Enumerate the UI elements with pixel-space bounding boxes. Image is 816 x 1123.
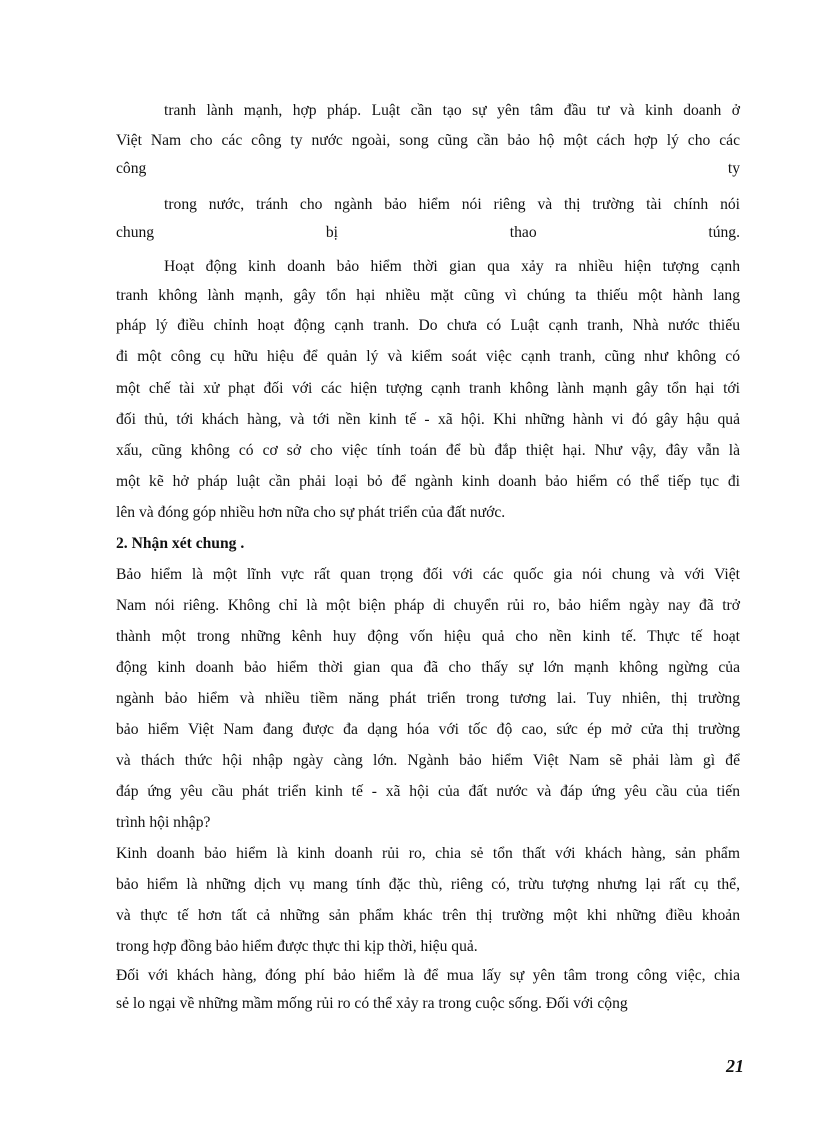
paragraph-line: chung bị thao túng. (116, 224, 740, 241)
paragraph-line: trong hợp đồng bảo hiểm được thực thi kịp thời, hiệu quả. (116, 938, 478, 955)
paragraph-line: Kinh doanh bảo hiểm là kinh doanh rủi ro, chia sẻ tổn thất với khách hàng, sản phẩm (116, 845, 740, 862)
paragraph-line: tranh lành mạnh, hợp pháp. Luật cần tạo sự yên tâm đầu tư và kinh doanh ở (164, 102, 740, 119)
paragraph-line: Bảo hiểm là một lĩnh vực rất quan trọng đối với các quốc gia nói chung và với Việt (116, 566, 740, 583)
paragraph-line: bảo hiểm Việt Nam đang được đa dạng hóa với tốc độ cao, sức ép mở cửa thị trường (116, 721, 740, 738)
paragraph-line: đối thủ, tới khách hàng, và tới nền kinh tế - xã hội. Khi những hành vi đó gây hậu quả (116, 411, 740, 428)
paragraph-line: pháp lý điều chỉnh hoạt động cạnh tranh. Do chưa có Luật cạnh tranh, Nhà nước thiếu (116, 317, 740, 334)
section-heading: 2. Nhận xét chung . (116, 535, 245, 552)
paragraph-line: một chế tài xử phạt đối với các hiện tượng cạnh tranh không lành mạnh gây tổn hại tới (116, 380, 740, 397)
paragraph-line: công ty (116, 160, 740, 177)
paragraph-line: đáp ứng yêu cầu phát triển kinh tế - xã hội của đất nước và đáp ứng yêu cầu của tiến (116, 783, 740, 800)
paragraph-line: và thách thức hội nhập ngày càng lớn. Ngành bảo hiểm Việt Nam sẽ phải làm gì để (116, 752, 740, 769)
paragraph-line: xấu, cũng không có cơ sở cho việc tính toán để bù đắp thiệt hại. Như vậy, đây vẫn là (116, 442, 740, 459)
paragraph-line: đi một công cụ hữu hiệu để quản lý và kiểm soát việc cạnh tranh, cũng như không có (116, 348, 740, 365)
paragraph-line: thành một trong những kênh huy động vốn hiệu quả cho nền kinh tế. Thực tế hoạt (116, 628, 740, 645)
paragraph-line: Hoạt động kinh doanh bảo hiểm thời gian qua xảy ra nhiều hiện tượng cạnh (164, 258, 740, 275)
paragraph-line: ngành bảo hiểm và nhiều tiềm năng phát triển trong tương lai. Tuy nhiên, thị trường (116, 690, 740, 707)
page-number: 21 (726, 1056, 744, 1076)
paragraph-line: trong nước, tránh cho ngành bảo hiểm nói riêng và thị trường tài chính nói (164, 196, 740, 213)
paragraph-line: một kẽ hở pháp luật cần phải loại bỏ để ngành kinh doanh bảo hiểm có thể tiếp tục đi (116, 473, 740, 490)
paragraph-line: động kinh doanh bảo hiểm thời gian qua đã cho thấy sự lớn mạnh không ngừng của (116, 659, 740, 676)
paragraph-line: và thực tế hơn tất cả những sản phẩm khác trên thị trường một khi những điều khoản (116, 907, 740, 924)
paragraph-line: Đối với khách hàng, đóng phí bảo hiểm là để mua lấy sự yên tâm trong công việc, chia (116, 967, 740, 984)
paragraph-line: lên và đóng góp nhiều hơn nữa cho sự phát triển của đất nước. (116, 504, 506, 521)
paragraph-line: tranh không lành mạnh, gây tổn hại nhiều mặt cũng vì chúng ta thiếu một hành lang (116, 287, 740, 304)
paragraph-line: Việt Nam cho các công ty nước ngoài, song cũng cần bảo hộ một cách hợp lý cho các (116, 132, 740, 149)
paragraph-line: sẻ lo ngại về những mầm mống rủi ro có thể xảy ra trong cuộc sống. Đối với cộng (116, 995, 628, 1012)
paragraph-line: bảo hiểm là những dịch vụ mang tính đặc thù, riêng có, trừu tượng nhưng lại rất cụ thể, (116, 876, 740, 893)
paragraph-line: trình hội nhập? (116, 814, 211, 831)
paragraph-line: Nam nói riêng. Không chỉ là một biện pháp di chuyển rủi ro, bảo hiểm ngày nay đã trở (116, 597, 740, 614)
